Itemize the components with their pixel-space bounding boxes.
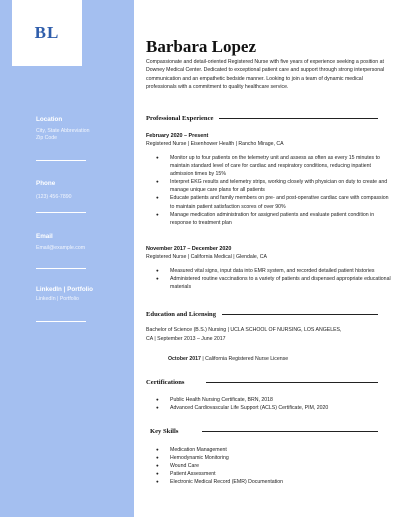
experience-heading xyxy=(146,113,378,123)
location-section xyxy=(36,116,128,141)
certifications-heading-label: Certifications xyxy=(146,378,185,386)
linkedin-heading: LinkedIn | Portfolio xyxy=(36,286,94,293)
email-value: Email@example.com xyxy=(36,245,86,251)
candidate-name: Barbara Lopez xyxy=(146,37,257,56)
phone-heading: Phone xyxy=(36,180,56,187)
license-date: October 2017 xyxy=(168,356,201,362)
sidebar xyxy=(0,0,134,517)
monogram-badge xyxy=(12,0,82,66)
skills-list xyxy=(146,446,392,486)
list-item: ● Medication Management xyxy=(170,446,392,454)
phone-section xyxy=(36,180,128,201)
list-item: ● Educate patients and family members on pre- and post-operative cardiac care with compassion to maintain patient satisfaction scores of over 90% xyxy=(170,194,392,210)
list-item: ● Hemodynamic Monitoring xyxy=(170,454,392,462)
job-bullets xyxy=(146,154,392,227)
license-line xyxy=(168,355,288,363)
email-heading: Email xyxy=(36,233,53,240)
job-dates: November 2017 – December 2020 xyxy=(146,246,232,252)
degree-line1: Bachelor of Science (B.S.) Nursing | UCLA SCHOOL OF NURSING, LOS ANGELES, xyxy=(146,327,342,333)
section-rule xyxy=(222,314,378,315)
job-dates: February 2020 – Present xyxy=(146,133,209,139)
skills-heading-label: Key Skills xyxy=(150,427,179,435)
sidebar-divider xyxy=(36,212,86,213)
job-bullets xyxy=(146,267,392,291)
list-item: ● Measured vital signs, input data into EMR system, and recorded detailed patient histories xyxy=(170,267,392,275)
list-item: ● Manage medication administration for assigned patients and evaluate patient condition in response to treatment plan xyxy=(170,211,392,227)
section-rule xyxy=(206,382,378,383)
sidebar-divider xyxy=(36,268,86,269)
location-line1: City, State Abbreviation xyxy=(36,128,90,134)
monogram: BL xyxy=(34,23,60,42)
summary-paragraph: Compassionate and detail-oriented Registered Nurse with five years of experience seeking a position at Downey Medical Center. Dedicated to exceptional patient care and support through strong interpersonal communication and an empathetic bedside manner. Looking to join a team of dynamic medical professionals with a commitment to quality healthcare service. xyxy=(146,59,385,91)
linkedin-value: LinkedIn | Portfolio xyxy=(36,296,79,302)
job-role: Registered Nurse | California Medical | Glendale, CA xyxy=(146,254,267,260)
skills-heading xyxy=(150,426,378,436)
list-item: ● Monitor up to four patients on the telemetry unit and assess as often as every 15 minutes to maintain standard level of care for cardiac and respiratory conditions, reducing inpatient admission times by 15% xyxy=(170,154,392,178)
job-role: Registered Nurse | Eisenhower Health | Rancho Mirage, CA xyxy=(146,141,284,147)
education-heading-label: Education and Licensing xyxy=(146,310,216,318)
license-text: | California Registered Nurse License xyxy=(200,356,289,362)
location-line2: Zip Code xyxy=(36,135,58,141)
list-item: ● Interpret EKG results and telemetry strips, working closely with physician on duty to create and manage unique care plans for all patients xyxy=(170,178,392,194)
section-rule xyxy=(202,431,378,432)
list-item: ● Wound Care xyxy=(170,462,392,470)
education-heading xyxy=(146,309,378,319)
certifications-heading xyxy=(146,377,378,387)
sidebar-divider xyxy=(36,321,86,322)
experience-heading-label: Professional Experience xyxy=(146,114,214,122)
certifications-list xyxy=(146,396,392,412)
linkedin-section xyxy=(36,286,128,303)
sidebar-divider xyxy=(36,160,86,161)
list-item: ● Patient Assessment xyxy=(170,470,392,478)
list-item: ● Advanced Cardiovascular Life Support (ACLS) Certificate, PIM, 2020 xyxy=(170,404,392,412)
list-item: ● Administered routine vaccinations to a variety of patients and dispensed appropriate educational materials xyxy=(170,275,392,291)
degree-line2: CA | September 2013 – June 2017 xyxy=(146,336,226,342)
location-heading: Location xyxy=(36,116,63,123)
list-item: ● Public Health Nursing Certificate, BRN, 2018 xyxy=(170,396,392,404)
section-rule xyxy=(219,118,378,119)
email-section xyxy=(36,233,128,252)
list-item: ● Electronic Medical Record (EMR) Documentation xyxy=(170,478,392,486)
phone-value: (123) 456-7890 xyxy=(36,194,72,200)
